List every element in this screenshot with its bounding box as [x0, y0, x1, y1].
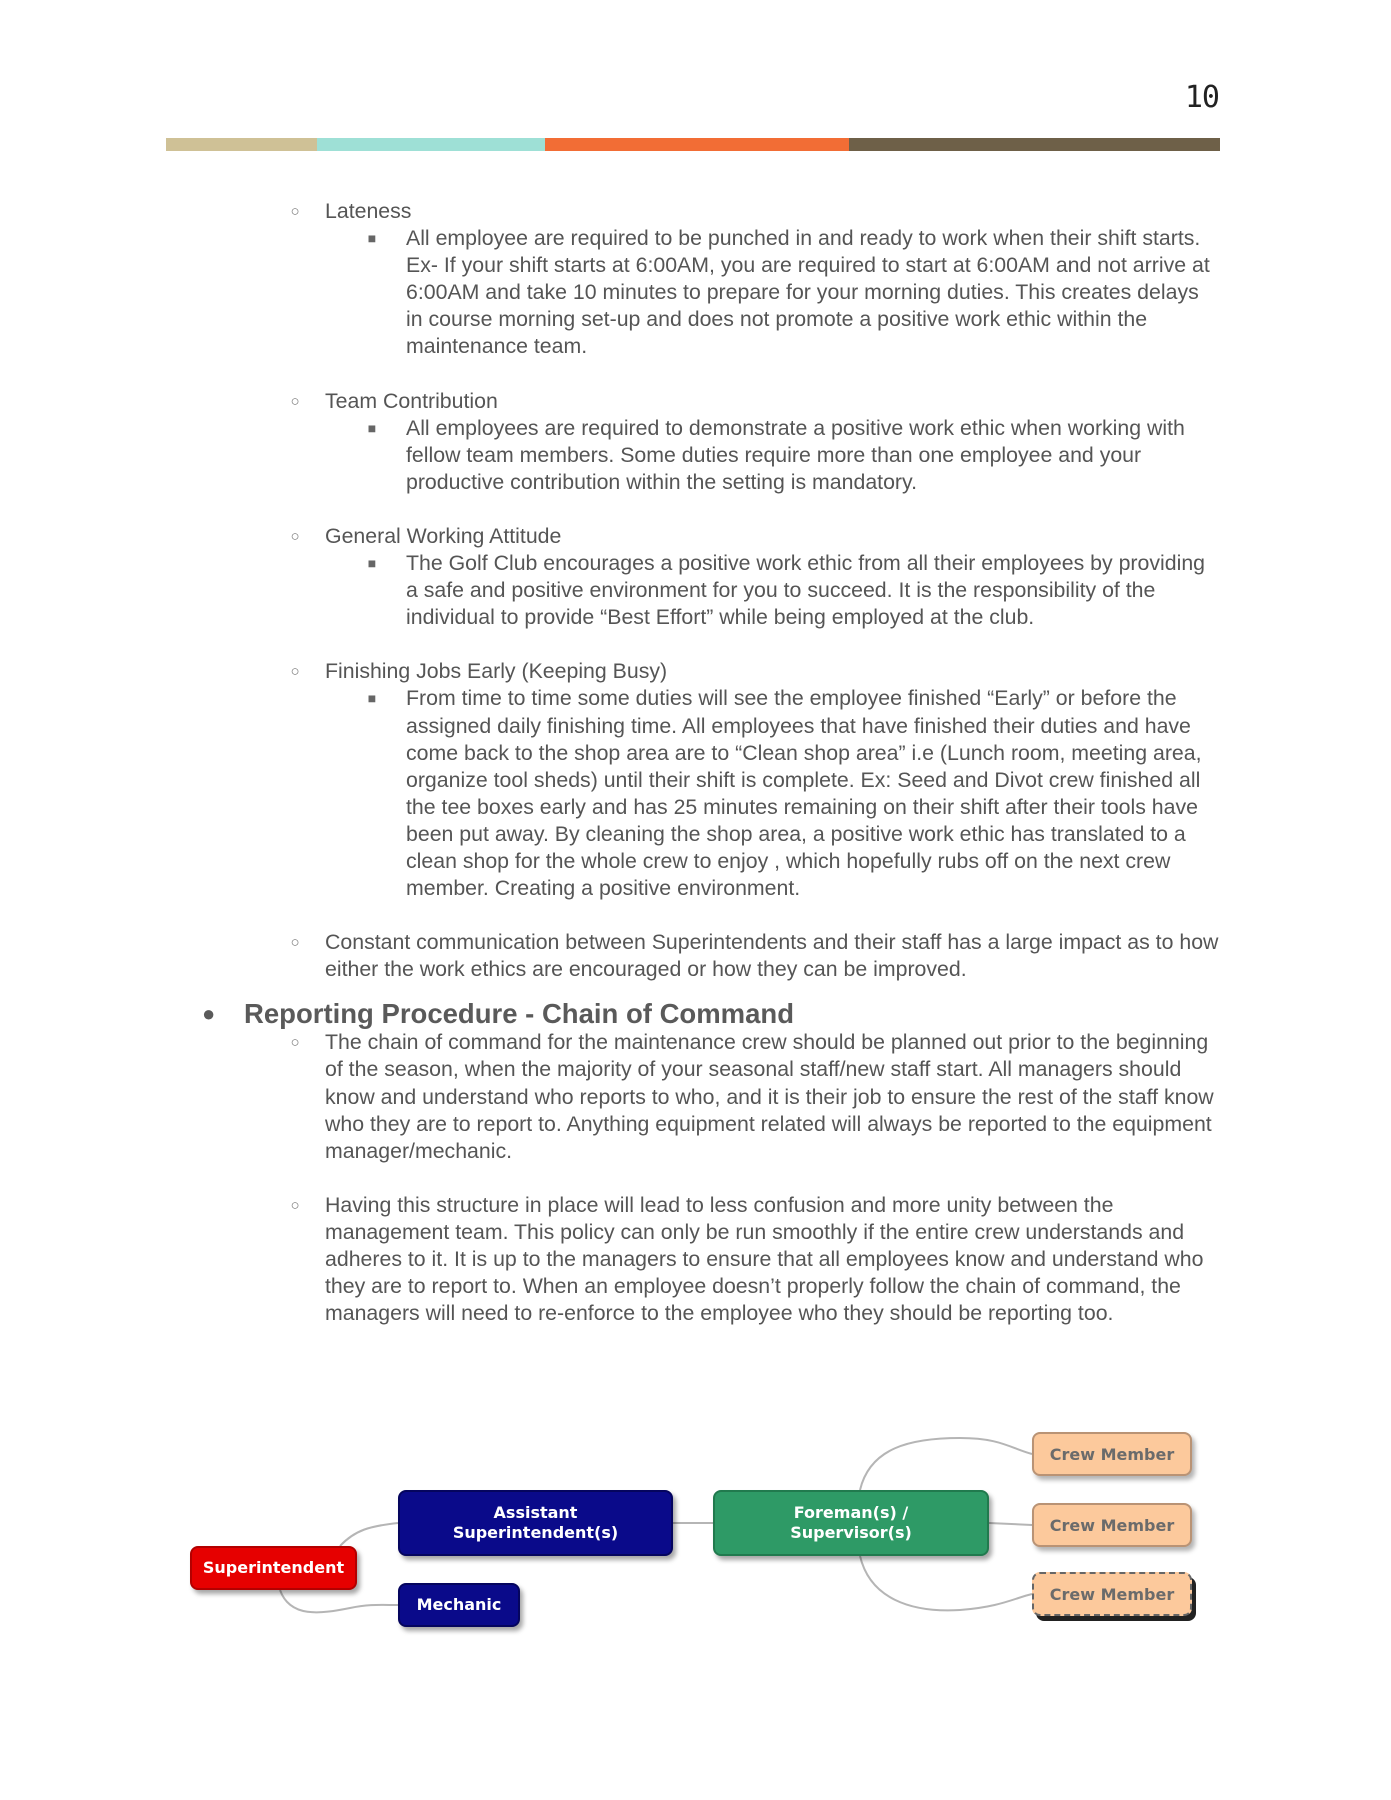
policy-label: Team Contribution — [325, 388, 498, 413]
foreman-supervisor-node — [713, 1490, 989, 1556]
connector-super-assistant — [340, 1523, 398, 1546]
policy-detail — [367, 225, 1220, 360]
crew-member-label: Crew Member — [1049, 1584, 1175, 1604]
reporting-heading — [202, 998, 1391, 1030]
header-bar-segment-tan — [166, 138, 317, 151]
communication-note — [290, 929, 1225, 983]
assistant-label-line1: Assistant — [493, 1503, 578, 1522]
policy-label: Lateness — [325, 199, 412, 223]
document-body — [0, 198, 1391, 1327]
foreman-label-line2: Supervisor(s) — [790, 1523, 912, 1542]
superintendent-label: Superintendent — [202, 1558, 345, 1577]
filled-circle-bullet-icon: ● — [202, 1001, 216, 1027]
connector-foreman-crew2 — [989, 1523, 1032, 1525]
connector-foreman-crew3 — [860, 1556, 1032, 1610]
foreman-label-line1: Foreman(s) / — [793, 1503, 909, 1522]
reporting-paragraph-text: Having this structure in place will lead to less confusion and more unity between the management team. This policy can only be run smoothly if the entire crew understands and adheres to it. It is up to the managers to ensure that all employees know and understand who they are to report to. When an employee doesn’t properly follow the chain of command, the managers will need to re-enforce to the employee who they should be reporting too. — [325, 1192, 1204, 1326]
square-bullet-icon: ■ — [367, 555, 377, 572]
reporting-paragraph — [290, 1029, 1225, 1164]
policy-item-lateness — [290, 198, 1225, 361]
policy-detail — [367, 415, 1220, 496]
policy-label: Finishing Jobs Early (Keeping Busy) — [325, 659, 668, 684]
square-bullet-icon: ■ — [367, 419, 377, 436]
policy-item-general-attitude — [290, 523, 1225, 631]
assistant-label-line2: Superintendent(s) — [452, 1523, 619, 1542]
mechanic-node — [398, 1583, 520, 1627]
chain-of-command-diagram — [180, 1418, 1220, 1648]
connector-super-mechanic — [280, 1590, 398, 1612]
superintendent-node — [190, 1546, 357, 1590]
reporting-heading-text: Reporting Procedure - Chain of Command — [244, 998, 795, 1030]
crew-member-label: Crew Member — [1049, 1444, 1175, 1464]
policy-detail — [367, 685, 1220, 902]
policy-detail-text: From time to time some duties will see the employee finished “Early” or before the assigned daily finishing time. All employees that have finished their duties and have come back to the shop area are to “Clean shop area” i.e (Lunch room, meeting area, organize tool sheds) until their shift is complete. Ex: Seed and Divot crew finished all the tee boxes early and has 25 minutes remaining on their shift after their tools have been put away. By cleaning the shop area, a positive work ethic has translated to a clean shop for the whole crew to enjoy , which hopefully rubs off on the next crew member. Creating a positive environment. — [406, 686, 1202, 901]
crew-member-node — [1032, 1432, 1192, 1476]
policy-detail-text: All employee are required to be punched in and ready to work when their shift starts. Ex- If your shift starts at 6:00AM, you are required to start at 6:00AM and not arrive at 6:00AM and take 10 minutes to prepare for your morning duties. This creates delays in course morning set-up and does not promote a positive work ethic within the maintenance team. — [406, 226, 1210, 359]
assistant-superintendent-node — [398, 1490, 673, 1556]
policy-detail — [367, 550, 1220, 631]
hollow-circle-bullet-icon: ○ — [290, 934, 300, 952]
header-bar-segment-brown — [849, 138, 1220, 151]
header-bar-segment-orange — [545, 138, 849, 151]
policy-item-team-contribution — [290, 388, 1225, 496]
header-color-bar — [166, 138, 1220, 151]
crew-member-label: Crew Member — [1049, 1515, 1175, 1535]
connector-foreman-crew1 — [860, 1438, 1032, 1490]
hollow-circle-bullet-icon: ○ — [290, 527, 300, 545]
header-bar-segment-aqua — [317, 138, 545, 151]
hollow-circle-bullet-icon: ○ — [290, 1034, 300, 1052]
policy-item-finishing-early — [290, 658, 1225, 902]
reporting-paragraph-text: The chain of command for the maintenance crew should be planned out prior to the beginning of the season, when the majority of your seasonal staff/new staff start. All managers should know and understand who reports to who, and it is their job to ensure the rest of the staff know who they are to report to. Anything equipment related will always be reported to the equipment manager/mechanic. — [325, 1030, 1214, 1163]
crew-member-node — [1032, 1572, 1192, 1616]
page-number: 10 — [1184, 80, 1219, 115]
square-bullet-icon: ■ — [367, 690, 377, 707]
square-bullet-icon: ■ — [367, 230, 377, 247]
hollow-circle-bullet-icon: ○ — [290, 1196, 300, 1214]
policy-label: General Working Attitude — [325, 523, 562, 548]
hollow-circle-bullet-icon: ○ — [290, 392, 300, 410]
reporting-paragraph — [290, 1192, 1225, 1327]
crew-member-node — [1032, 1503, 1192, 1547]
policy-detail-text: All employees are required to demonstrate a positive work ethic when working with fellow team members. Some duties require more than one employee and your productive contribution within the setting is mandatory. — [406, 415, 1185, 494]
mechanic-label: Mechanic — [416, 1595, 502, 1614]
policy-detail-text: The Golf Club encourages a positive work ethic from all their employees by providing a safe and positive environment for you to succeed. It is the responsibility of the individual to provide “Best Effort” while being employed at the club. — [406, 551, 1206, 630]
communication-note-text: Constant communication between Superintendents and their staff has a large impact as to how either the work ethics are encouraged or how they can be improved. — [325, 930, 1219, 982]
hollow-circle-bullet-icon: ○ — [290, 663, 300, 681]
hollow-circle-bullet-icon: ○ — [290, 203, 300, 220]
